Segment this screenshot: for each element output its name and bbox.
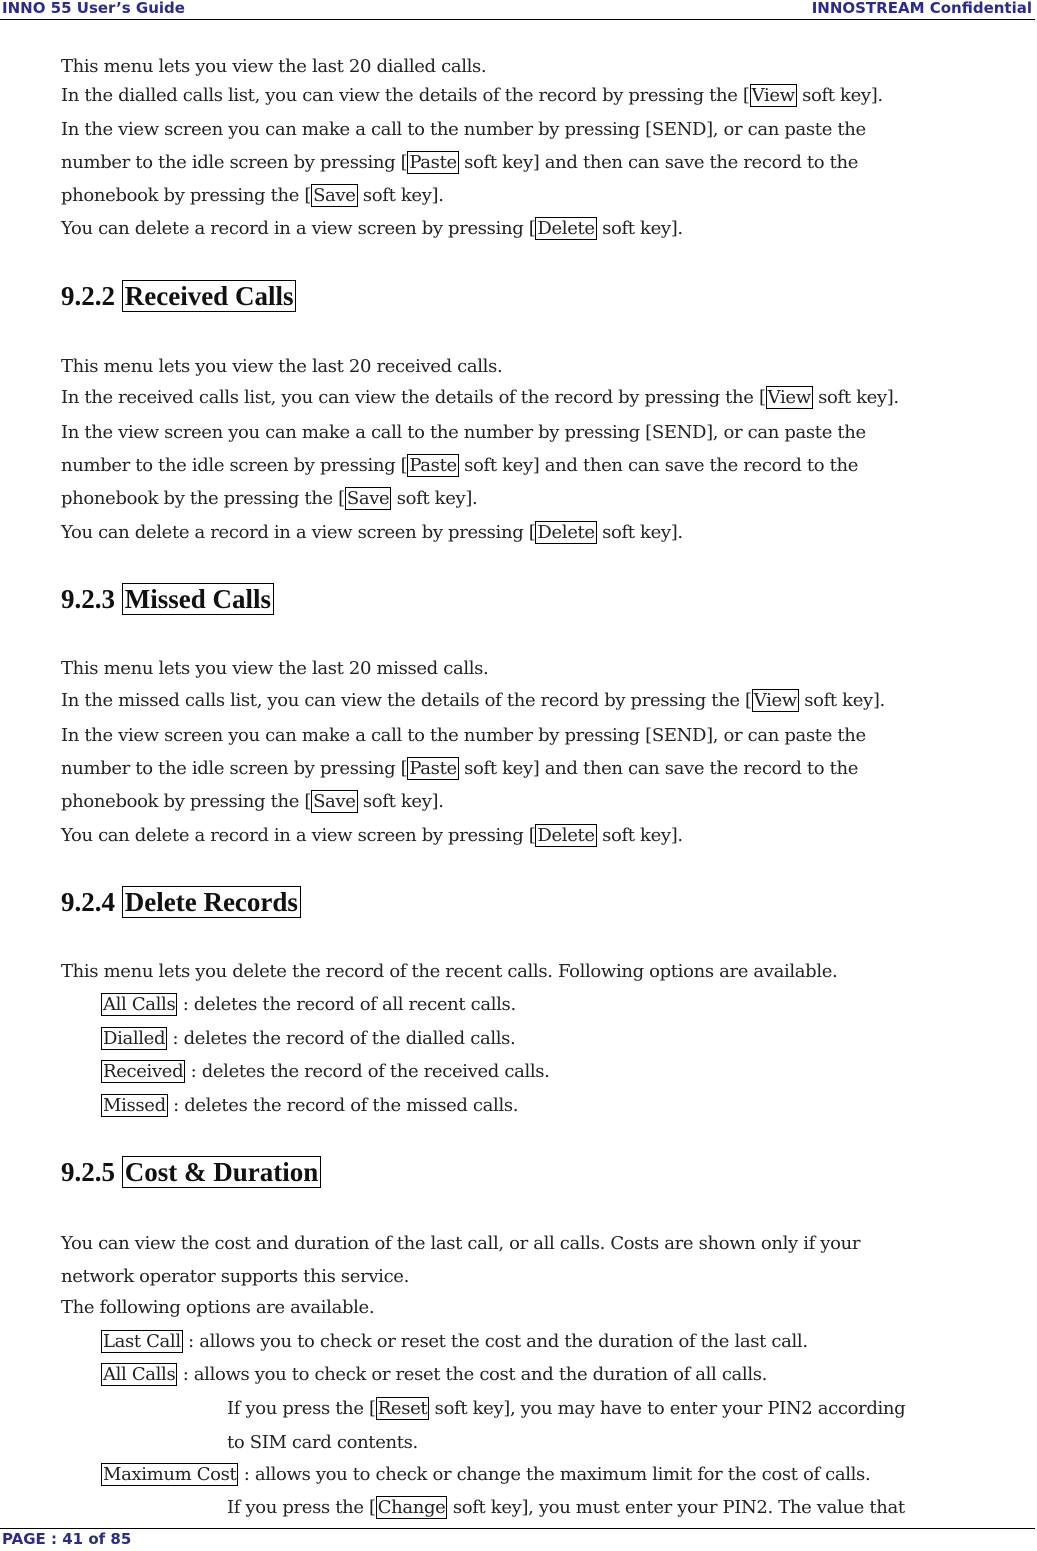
paragraph-line: phonebook by the pressing the [ Save soft key]. (61, 488, 478, 509)
reset-key-label: Reset (377, 1398, 428, 1419)
delete-key-label: Delete (537, 218, 595, 239)
paragraph-line: This menu lets you view the last 20 received calls. (61, 356, 503, 377)
option-item: Dialled : deletes the record of the dialled calls. (103, 1028, 516, 1049)
paragraph-line: This menu lets you delete the record of the recent calls. Following options are available. (61, 961, 838, 982)
header-title: INNO 55 User’s Guide (2, 0, 185, 17)
save-key-label: Save (313, 185, 356, 206)
view-key-label: View (751, 85, 795, 106)
paragraph-line: to SIM card contents. (227, 1432, 418, 1453)
paragraph-line: In the view screen you can make a call to the number by pressing [SEND], or can paste the (61, 422, 866, 443)
paragraph-line: phonebook by pressing the [ Save soft key]. (61, 791, 444, 812)
paste-key-label: Paste (409, 152, 457, 173)
paragraph-line: You can delete a record in a view screen by pressing [ Delete soft key]. (61, 218, 683, 239)
option-item: Received : deletes the record of the received calls. (103, 1061, 550, 1082)
section-heading-cost-duration: 9.2.5 Cost & Duration (61, 1155, 321, 1189)
section-heading-delete-records: 9.2.4 Delete Records (61, 885, 301, 919)
section-heading-received-calls: 9.2.2 Received Calls (61, 279, 296, 313)
paragraph-line: In the dialled calls list, you can view the details of the record by pressing the [ View soft key]. (61, 85, 883, 106)
paragraph-line: This menu lets you view the last 20 dialled calls. (61, 56, 487, 77)
view-key-label: View (767, 387, 811, 408)
page-header (0, 0, 1035, 20)
paragraph-line: In the view screen you can make a call to the number by pressing [SEND], or can paste the (61, 725, 866, 746)
paste-key-label: Paste (409, 758, 457, 779)
view-key-label: View (753, 690, 797, 711)
paragraph-line: network operator supports this service. (61, 1266, 409, 1287)
option-item: Last Call : allows you to check or reset the cost and the duration of the last call. (103, 1331, 808, 1352)
pin2-label: PIN2 (722, 1497, 768, 1518)
paragraph-line: In the missed calls list, you can view the details of the record by pressing the [ View soft key]. (61, 690, 885, 711)
option-item: All Calls : deletes the record of all recent calls. (103, 994, 516, 1015)
paragraph-line: In the view screen you can make a call to the number by pressing [SEND], or can paste the (61, 119, 866, 140)
change-key-label: Change (377, 1497, 446, 1518)
paragraph-line: The following options are available. (61, 1297, 375, 1318)
paragraph-line: In the received calls list, you can view the details of the record by pressing the [ View soft key]. (61, 387, 899, 408)
paste-key-label: Paste (409, 455, 457, 476)
paragraph-line: phonebook by pressing the [ Save soft key]. (61, 185, 444, 206)
paragraph-line: If you press the [ Change soft key], you must enter your PIN2. The value that (227, 1497, 905, 1518)
paragraph-line: number to the idle screen by pressing [ Paste soft key] and then can save the record to the (61, 152, 859, 173)
option-item: Missed : deletes the record of the missed calls. (103, 1095, 519, 1116)
send-key-label: SEND (651, 725, 707, 746)
option-item: All Calls : allows you to check or reset the cost and the duration of all calls. (103, 1364, 768, 1385)
paragraph-line: number to the idle screen by pressing [ Paste soft key] and then can save the record to the (61, 758, 859, 779)
page-number: PAGE : 41 of 85 (2, 1530, 132, 1548)
paragraph-line: You can view the cost and duration of the last call, or all calls. Costs are shown only if your (61, 1233, 861, 1254)
option-item: Maximum Cost : allows you to check or change the maximum limit for the cost of calls. (103, 1464, 871, 1485)
paragraph-line: You can delete a record in a view screen by pressing [ Delete soft key]. (61, 825, 683, 846)
save-key-label: Save (346, 488, 390, 509)
pin2-label: PIN2 (767, 1398, 813, 1419)
send-key-label: SEND (651, 119, 707, 140)
delete-key-label: Delete (537, 825, 595, 846)
section-heading-missed-calls: 9.2.3 Missed Calls (61, 582, 274, 616)
paragraph-line: This menu lets you view the last 20 missed calls. (61, 658, 489, 679)
delete-key-label: Delete (537, 522, 595, 543)
paragraph-line: number to the idle screen by pressing [ Paste soft key] and then can save the record to the (61, 455, 859, 476)
paragraph-line: If you press the [ Reset soft key], you may have to enter your PIN2 according (227, 1398, 906, 1419)
save-key-label: Save (313, 791, 356, 812)
page-footer (0, 1528, 1035, 1549)
header-confidential: INNOSTREAM Confidential (811, 0, 1032, 17)
send-key-label: SEND (651, 422, 707, 443)
paragraph-line: You can delete a record in a view screen by pressing [ Delete soft key]. (61, 522, 683, 543)
